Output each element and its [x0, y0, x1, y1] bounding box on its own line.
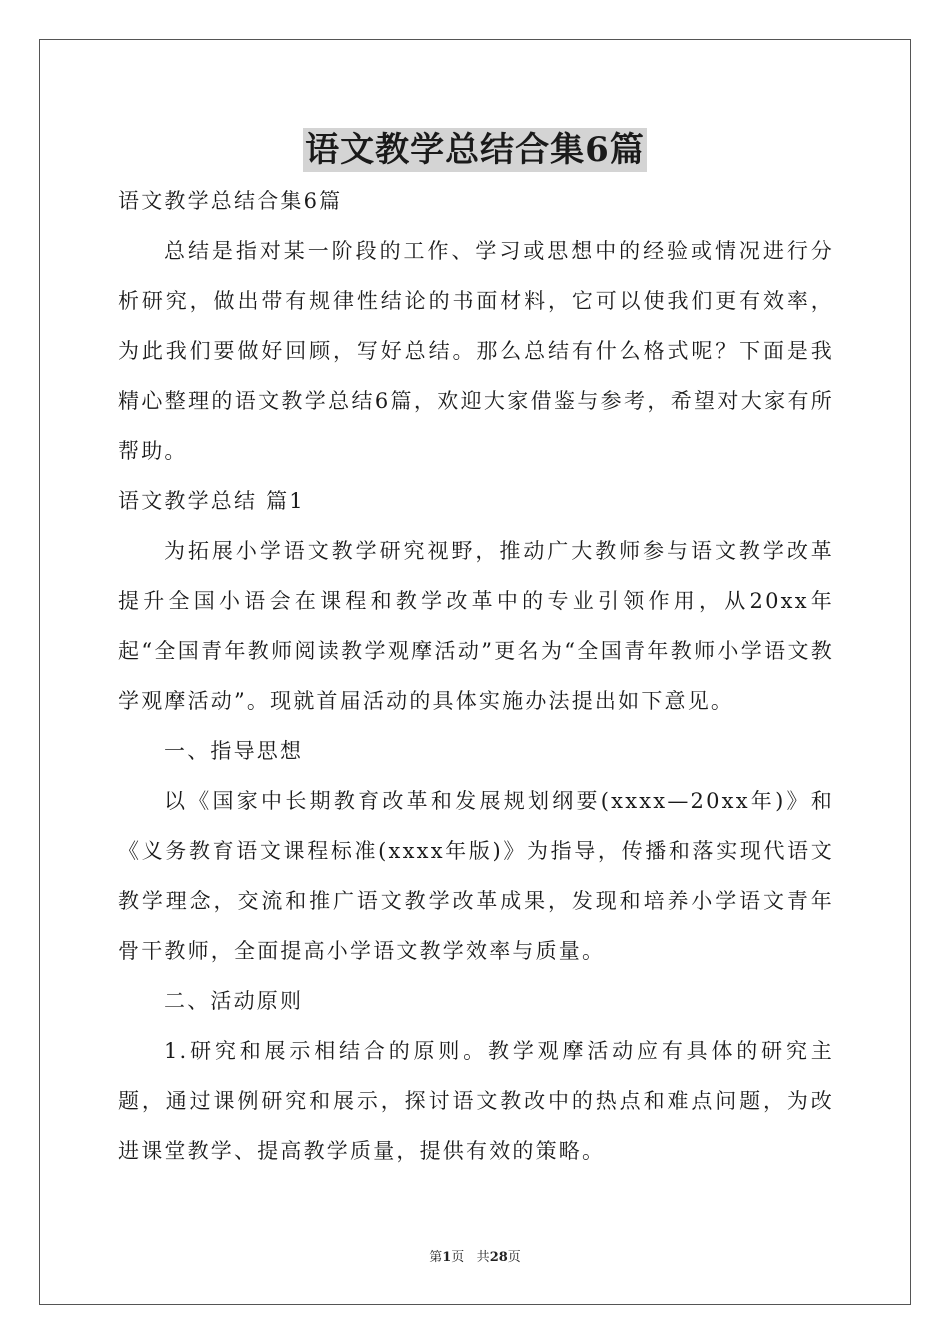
section-heading: 语文教学总结 篇1: [118, 489, 305, 513]
footer-total-number: 28: [489, 1250, 508, 1265]
subtitle: 语文教学总结合集6篇: [118, 189, 343, 213]
footer-page-number: 1: [442, 1250, 452, 1265]
footer-page-suffix: 页: [451, 1250, 465, 1265]
title-container: [0, 128, 950, 172]
document-body: [118, 176, 834, 1176]
intro-paragraph: 总结是指对某一阶段的工作、学习或思想中的经验或情况进行分析研究，做出带有规律性结论的书面材料，它可以使我们更有效率，为此我们要做好回顾，写好总结。那么总结有什么格式呢？下面是我精心整理的语文教学总结6篇，欢迎大家借鉴与参考，希望对大家有所帮助。: [118, 239, 834, 463]
footer-total-suffix: 页: [507, 1250, 521, 1265]
document-title: 语文教学总结合集6篇: [305, 130, 645, 170]
footer-total-prefix: 共: [476, 1250, 490, 1265]
footer-page-prefix: 第: [429, 1250, 443, 1265]
page-footer: [0, 1246, 950, 1265]
heading-guiding-thought: 一、指导思想: [164, 739, 304, 763]
paragraph-1: 为拓展小学语文教学研究视野，推动广大教师参与语文教学改革提升全国小语会在课程和教学改革中的专业引领作用，从20xx年起“全国青年教师阅读教学观摩活动”更名为“全国青年教师小学语文教学观摩活动”。现就首届活动的具体实施办法提出如下意见。: [118, 539, 834, 713]
paragraph-guiding-thought: 以《国家中长期教育改革和发展规划纲要(xxxx—20xx年)》和《义务教育语文课程标准(xxxx年版)》为指导，传播和落实现代语文教学理念，交流和推广语文教学改革成果，发现和培养小学语文青年骨干教师，全面提高小学语文教学效率与质量。: [118, 789, 834, 963]
heading-activity-principles: 二、活动原则: [164, 989, 304, 1013]
paragraph-principle-1: 1.研究和展示相结合的原则。教学观摩活动应有具体的研究主题，通过课例研究和展示，探讨语文教改中的热点和难点问题，为改进课堂教学、提高教学质量，提供有效的策略。: [118, 1039, 834, 1163]
